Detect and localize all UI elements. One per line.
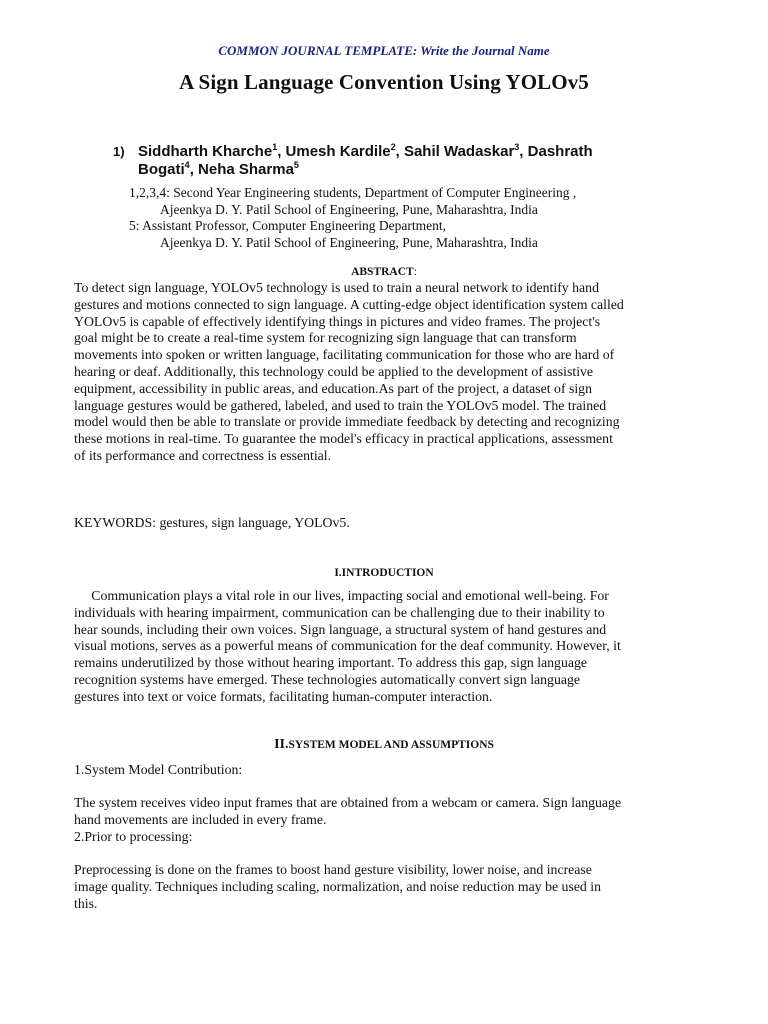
author-name: Siddharth Kharche <box>138 143 273 160</box>
abstract-heading-colon: : <box>413 266 417 278</box>
introduction-body <box>74 588 698 706</box>
author-name: Bogati <box>138 161 185 178</box>
section2-line: image quality. Techniques including scaling, normalization, and noise reduction may be used in <box>74 878 602 894</box>
abstract-line: language gestures would be gathered, labeled, and used to train the YOLOv5 model. The trained <box>74 397 607 413</box>
author-name: Dashrath <box>527 143 593 160</box>
abstract-heading-text: ABSTRACT <box>351 266 414 278</box>
section2-line: The system receives video input frames that are obtained from a webcam or camera. Sign language <box>74 795 622 810</box>
author-sup: 5 <box>293 160 299 170</box>
introduction-line: visual motions, serves as a powerful means of communication for the deaf community. However, it <box>74 638 621 654</box>
section2-title: SYSTEM MODEL AND ASSUMPTIONS <box>288 739 494 751</box>
author-name: Neha Sharma <box>198 161 294 178</box>
abstract-line: YOLOv5 is capable of effectively identifying things in pictures and video frames. The project's <box>74 313 601 329</box>
introduction-line: recognition systems have emerged. These technologies automatically convert sign language <box>74 671 580 687</box>
section2-paragraph-2 <box>74 862 698 912</box>
abstract-body <box>74 280 698 465</box>
section2-paragraph-1 <box>74 795 698 829</box>
section2-line: hand movements are included in every frame. <box>74 811 327 827</box>
introduction-line: remains underutilized by those without hearing important. To address this gap, sign language <box>74 655 587 671</box>
section2-line: this. <box>74 895 98 911</box>
abstract-line: of its performance and correctness is essential. <box>74 447 332 463</box>
affiliation-line: 1,2,3,4: Second Year Engineering students, Department of Computer Engineering , <box>129 185 577 200</box>
section2-subheading-1: 1.System Model Contribution: <box>74 762 243 777</box>
author-list-number: 1) <box>113 144 125 159</box>
section2-subheading-2: 2.Prior to processing: <box>74 829 193 844</box>
section2-heading <box>0 737 768 753</box>
abstract-line: gestures and motions connected to sign language. A cutting-edge object identification system called <box>74 296 624 312</box>
introduction-heading: I.INTRODUCTION <box>334 567 434 579</box>
introduction-line: Communication plays a vital role in our lives, impacting social and emotional well-being. For <box>74 588 609 603</box>
section2-number: II. <box>274 737 289 752</box>
author-name: Sahil Wadaskar <box>403 143 515 160</box>
abstract-line: equipment, accessibility in public areas, and education.As part of the project, a dataset of sign <box>74 380 592 396</box>
abstract-line: model would then be able to translate or provide immediate feedback by detecting and recognizing <box>74 414 620 430</box>
section2-line: Preprocessing is done on the frames to boost hand gesture visibility, lower noise, and increase <box>74 862 592 877</box>
author-sup: 3 <box>514 142 520 152</box>
author-sup: 4 <box>184 160 190 170</box>
affiliation-line: Ajeenkya D. Y. Patil School of Engineering, Pune, Maharashtra, India <box>160 235 538 250</box>
affiliation-line: 5: Assistant Professor, Computer Engineering Department, <box>129 218 447 233</box>
author-name: Umesh Kardile <box>285 143 391 160</box>
abstract-heading <box>0 266 768 278</box>
abstract-line: hearing or deaf. Additionally, this technology could be applied to the development of assistive <box>74 363 594 379</box>
introduction-line: hear sounds, including their own voices. Sign language, a structural system of hand gestures and <box>74 621 607 637</box>
introduction-line: gestures into text or voice formats, facilitating human-computer interaction. <box>74 688 493 704</box>
paper-title: A Sign Language Convention Using YOLOv5 <box>179 70 589 94</box>
author-list: 1) Siddharth Kharche$^1$, Umesh Kardile$^2$, Sahil Wadaskar$^3$, Dashrath Bogati$^4$, Neha Sharma$^5$ <box>113 142 593 178</box>
abstract-line: movements into spoken or written language, facilitating communication for those who are hard of <box>74 347 615 363</box>
abstract-line: To detect sign language, YOLOv5 technology is used to train a neural network to identify hand <box>74 280 599 295</box>
author-sup: 2 <box>390 142 396 152</box>
affiliation-line: Ajeenkya D. Y. Patil School of Engineering, Pune, Maharashtra, India <box>160 202 538 217</box>
introduction-line: individuals with hearing impairment, communication can be challenging due to their inability to <box>74 604 605 620</box>
journal-name: COMMON JOURNAL TEMPLATE: Write the Journal Name <box>218 43 550 58</box>
keywords: KEYWORDS: gestures, sign language, YOLOv5. <box>74 515 350 530</box>
author-sup: 1 <box>272 142 278 152</box>
abstract-line: goal might be to create a real-time system for recognizing sign language that can transform <box>74 330 577 346</box>
abstract-line: these motions in real-time. To guarantee the model's efficacy in practical applications, assessment <box>74 431 613 447</box>
